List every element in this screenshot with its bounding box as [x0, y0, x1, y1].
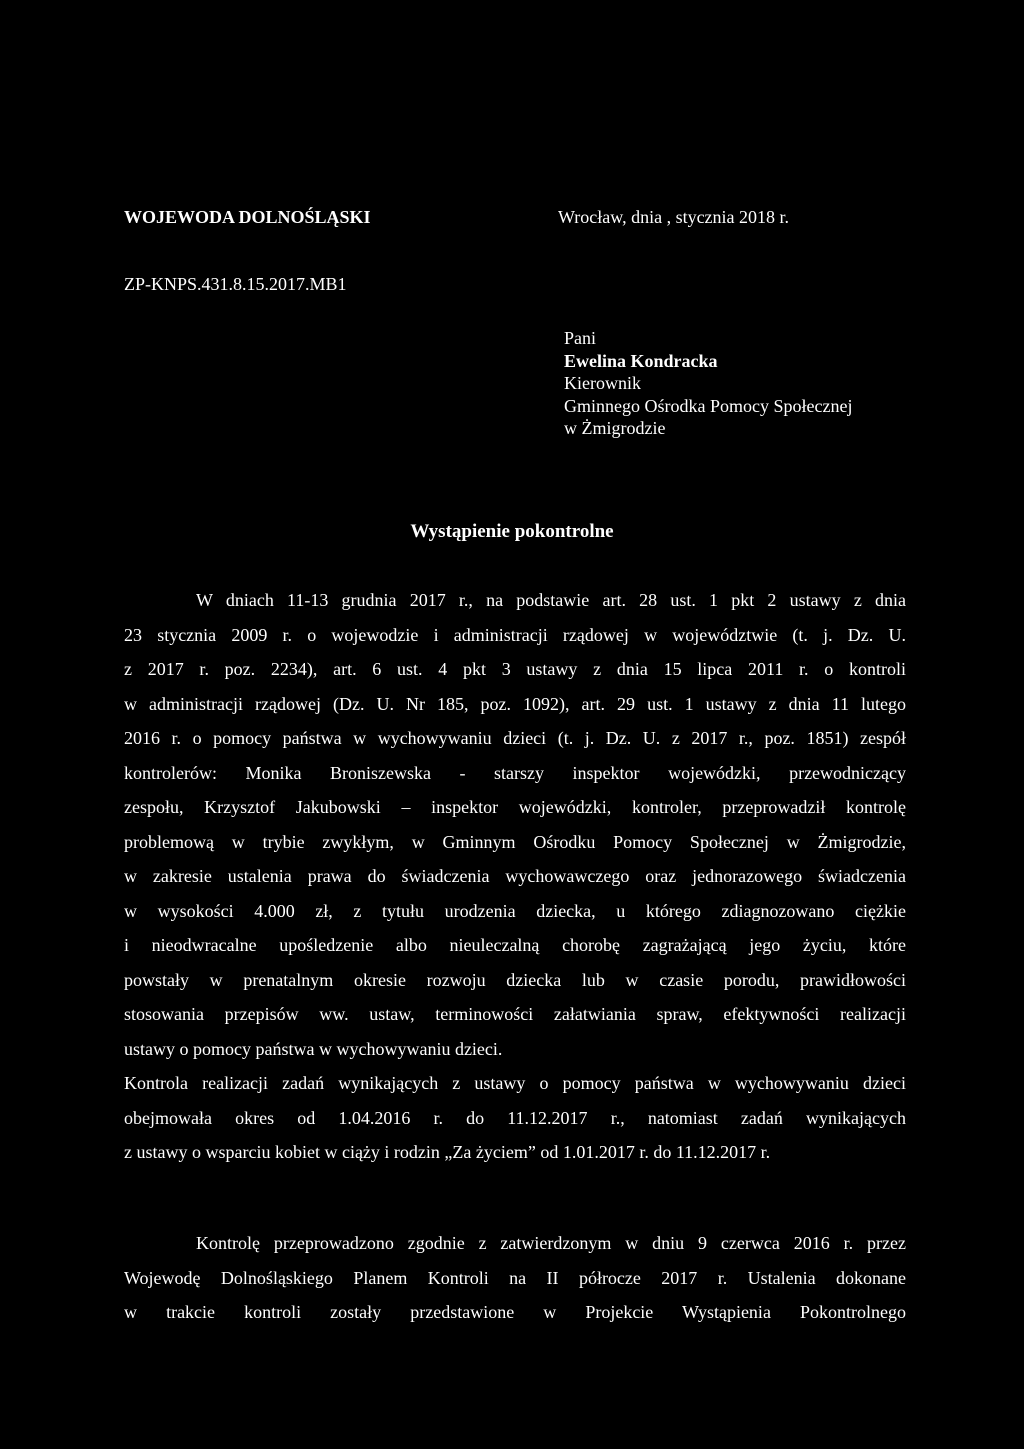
paragraph-line: i nieodwracalne upośledzenie albo nieuleczalną chorobę zagrażającą jego życiu, które: [124, 935, 906, 955]
paragraph-line: w zakresie ustalenia prawa do świadczenia wychowawczego oraz jednorazowego świadczenia: [124, 866, 906, 886]
addressee-location: w Żmigrodzie: [564, 418, 666, 438]
addressee-position: Kierownik: [564, 373, 641, 393]
paragraph-line: w wysokości 4.000 zł, z tytułu urodzenia dziecka, u którego zdiagnozowano ciężkie: [124, 900, 906, 921]
paragraph-line: w administracji rządowej (Dz. U. Nr 185, poz. 1092), art. 29 ust. 1 ustawy z dnia 11 lutego: [124, 693, 906, 714]
paragraph-line: stosowania przepisów ww. ustaw, terminowości załatwiania spraw, efektywności realizacji: [124, 1004, 906, 1024]
body-text-block-2: [124, 1226, 906, 1330]
paragraph-line: z 2017 r. poz. 2234), art. 6 ust. 4 pkt 3 ustawy z dnia 15 lipca 2011 r. o kontroli: [124, 659, 906, 679]
paragraph-line: Wojewodę Dolnośląskiego Planem Kontroli na II półrocze 2017 r. Ustalenia dokonane: [124, 1267, 906, 1288]
paragraph-line: kontrolerów: Monika Broniszewska - starszy inspektor wojewódzki, przewodniczący: [124, 762, 906, 783]
paragraph-line: obejmowała okres od 1.04.2016 r. do 11.12.2017 r., natomiast zadań wynikających: [124, 1107, 906, 1128]
paragraph-line: powstały w prenatalnym okresie rozwoju dziecka lub w czasie porodu, prawidłowości: [124, 969, 906, 990]
addressee-name: Ewelina Kondracka: [564, 350, 718, 371]
paragraph-line: problemową w trybie zwykłym, w Gminnym Ośrodku Pomocy Społecznej w Żmigrodzie,: [124, 831, 906, 852]
paragraph-3: [124, 1226, 906, 1330]
body-text-block: [124, 583, 906, 1170]
paragraph-line: w trakcie kontroli zostały przedstawione w Projekcie Wystąpienia Pokontrolnego: [124, 1302, 906, 1322]
paragraph-line: z ustawy o wsparciu kobiet w ciąży i rodzin „Za życiem” od 1.01.2017 r. do 11.12.2017 r.: [124, 1142, 771, 1162]
paragraph-2: [124, 1066, 906, 1170]
addressee-salutation: Pani: [564, 328, 597, 348]
addressee-block: [564, 327, 852, 440]
paragraph-line: 2016 r. o pomocy państwa w wychowywaniu dzieci (t. j. Dz. U. z 2017 r., poz. 1851) zespół: [124, 728, 906, 748]
place-date: Wrocław, dnia , stycznia 2018 r.: [558, 207, 790, 227]
document-title: Wystąpienie pokontrolne: [410, 521, 614, 542]
addressee-institution: Gminnego Ośrodka Pomocy Społecznej: [564, 395, 853, 416]
paragraph-line: zespołu, Krzysztof Jakubowski – inspektor wojewódzki, kontroler, przeprowadził kontrolę: [124, 797, 906, 817]
paragraph-line: W dniach 11-13 grudnia 2017 r., na podstawie art. 28 ust. 1 pkt 2 ustawy z dnia: [196, 590, 906, 610]
paragraph-line: ustawy o pomocy państwa w wychowywaniu dzieci.: [124, 1038, 503, 1059]
paragraph-line: 23 stycznia 2009 r. o wojewodzie i administracji rządowej w województwie (t. j. Dz. U.: [124, 624, 906, 645]
reference-number: ZP-KNPS.431.8.15.2017.MB1: [124, 274, 347, 294]
issuer-heading: WOJEWODA DOLNOŚLĄSKI: [124, 207, 371, 227]
paragraph-1: [124, 583, 906, 1066]
paragraph-line: Kontrola realizacji zadań wynikających z ustawy o pomocy państwa w wychowywaniu dzieci: [124, 1073, 906, 1093]
paragraph-line: Kontrolę przeprowadzono zgodnie z zatwierdzonym w dniu 9 czerwca 2016 r. przez: [196, 1233, 906, 1253]
